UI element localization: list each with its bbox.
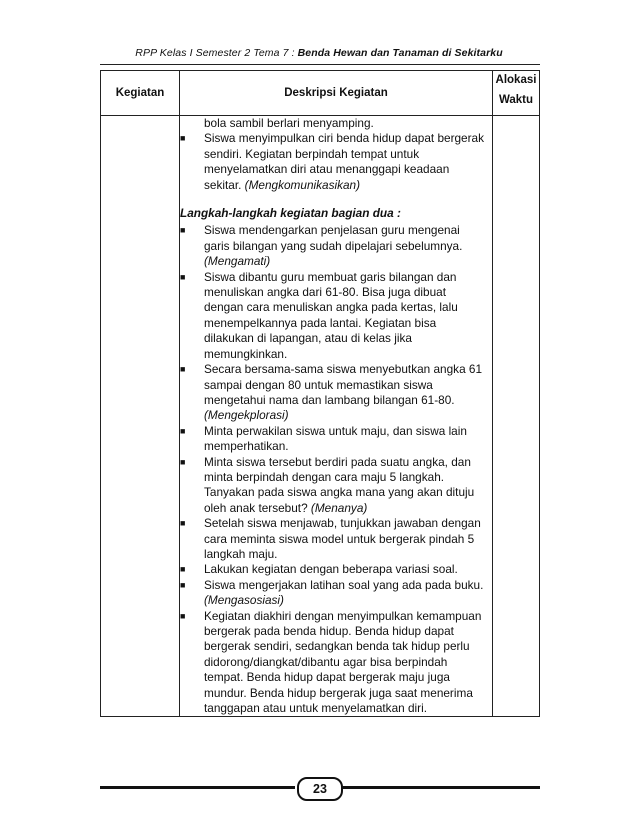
- item-tag: (Mengamati): [204, 254, 271, 269]
- footer-rule-left: [100, 786, 295, 789]
- deskripsi-cell: [180, 116, 493, 717]
- table-header-row: [101, 71, 540, 116]
- item-text: Minta perwakilan siswa untuk maju, dan siswa lain memperhatikan.: [204, 423, 467, 454]
- item-text: Minta siswa tersebut berdiri pada suatu angka, dan minta berpindah dengan cara maju 5 langkah. Tanyakan pada siswa angka mana yang akan dituju oleh anak tersebut?: [204, 454, 475, 515]
- item-text: Siswa mengerjakan latihan soal yang ada pada buku.: [204, 577, 484, 592]
- header-rule: [100, 64, 540, 65]
- header-prefix: RPP Kelas I Semester 2 Tema 7 :: [135, 47, 298, 59]
- section-title: Langkah-langkah kegiatan bagian dua :: [180, 206, 401, 221]
- square-bullet-icon: ■: [180, 518, 186, 529]
- list-item: [180, 131, 492, 193]
- square-bullet-icon: ■: [180, 579, 186, 590]
- item-text: Siswa dibantu guru membuat garis bilangan dan menuliskan angka dari 61-80. Bisa juga dibuat dengan cara menuliskan angka pada kertas, lalu menempelkannya pada lantai. Kegiatan bisa dilakukan di lapangan, atau di kelas jika memungkinkan.: [204, 269, 458, 361]
- item-tag: (Menanya): [310, 500, 368, 515]
- activity-table: [100, 70, 540, 717]
- item-text: Secara bersama-sama siswa menyebutkan angka 61 sampai dengan 80 untuk memastikan siswa mengetahui nama dan lambang bilangan 61-80.: [204, 362, 483, 407]
- item-tag: (Mengekplorasi): [204, 408, 289, 423]
- table-body-row: [101, 116, 540, 717]
- square-bullet-icon: ■: [180, 425, 186, 436]
- item-text: Kegiatan diakhiri dengan menyimpulkan kemampuan bergerak pada benda hidup. Benda hidup dapat bergerak sendiri, sedangkan benda tak hidup perlu didorong/diangkat/dibantu agar bisa berpindah tempat. Benda hidup dapat bergerak maju juga mundur. Benda hidup bergerak juga saat menerima tanggapan atau untuk menyelamatkan diri.: [204, 608, 482, 716]
- continuation-text: bola sambil berlari menyamping.: [204, 116, 374, 130]
- list-item: [180, 578, 492, 609]
- item-text: Siswa menyimpulkan ciri benda hidup dapat bergerak sendiri. Kegiatan berpindah tempat untuk menyelamatkan diri atau menanggapi keadaan sekitar.: [204, 131, 485, 192]
- list-item: [180, 609, 492, 717]
- item-text: Siswa mendengarkan penjelasan guru mengenai garis bilangan yang sudah dipelajari sebelumnya.: [204, 223, 463, 253]
- page-number: 23: [297, 777, 343, 801]
- square-bullet-icon: ■: [180, 271, 186, 282]
- header-title: Benda Hewan dan Tanaman di Sekitarku: [297, 47, 503, 59]
- item-text: Lakukan kegiatan dengan beberapa variasi soal.: [204, 562, 458, 577]
- alokasi-label: Alokasi: [495, 74, 537, 86]
- square-bullet-icon: ■: [180, 610, 186, 621]
- square-bullet-icon: ■: [180, 564, 186, 575]
- running-header: [0, 47, 638, 59]
- square-bullet-icon: ■: [180, 456, 186, 467]
- activity-list: [180, 223, 492, 716]
- list-item: [180, 362, 492, 424]
- list-item: [180, 455, 492, 517]
- item-tag: (Mengkomunikasikan): [244, 177, 361, 192]
- list-item: [180, 562, 492, 577]
- footer-rule-right: [341, 786, 540, 789]
- square-bullet-icon: ■: [180, 133, 186, 144]
- square-bullet-icon: ■: [180, 225, 186, 236]
- column-header-alokasi: [493, 71, 540, 116]
- kegiatan-cell: [101, 116, 180, 717]
- square-bullet-icon: ■: [180, 364, 186, 375]
- column-header-kegiatan: Kegiatan: [101, 71, 180, 116]
- list-item: [180, 223, 492, 269]
- column-header-deskripsi: Deskripsi Kegiatan: [180, 71, 493, 116]
- list-item: [180, 270, 492, 362]
- item-tag: (Mengasosiasi): [204, 593, 284, 608]
- waktu-label: Waktu: [498, 94, 534, 106]
- list-item: [180, 424, 492, 455]
- alokasi-cell: [493, 116, 540, 717]
- list-item: [180, 516, 492, 562]
- item-text: Setelah siswa menjawab, tunjukkan jawaban dengan cara meminta siswa model untuk bergerak pindah 5 langkah maju.: [204, 516, 481, 561]
